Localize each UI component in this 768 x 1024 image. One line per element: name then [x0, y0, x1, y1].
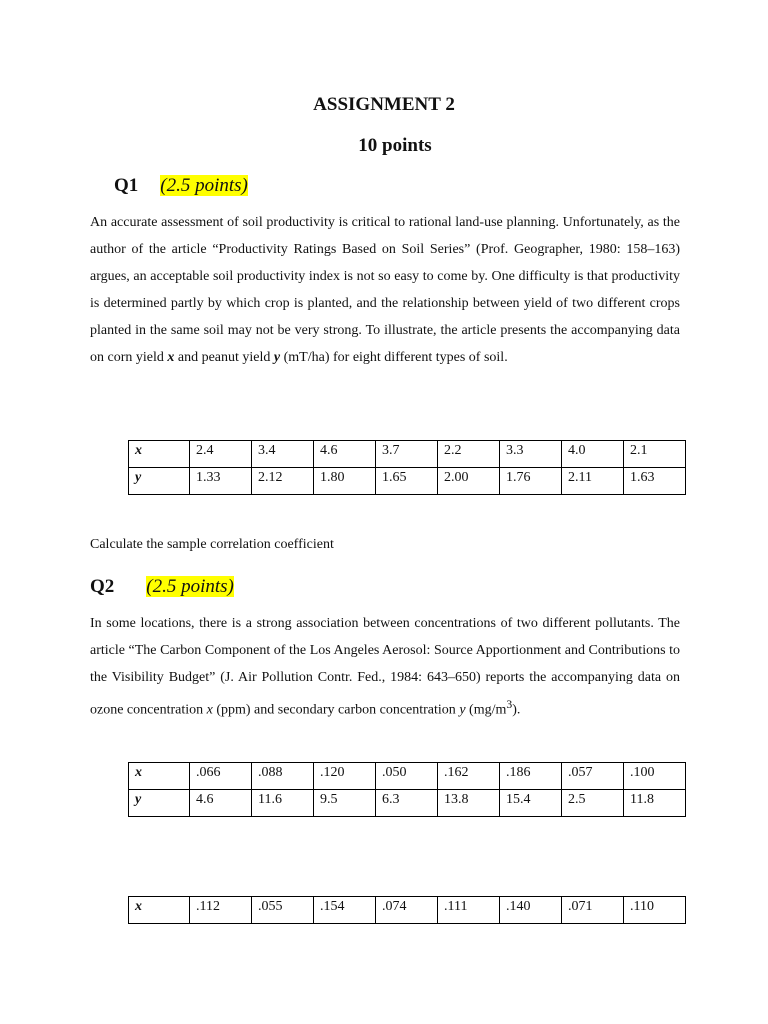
q1-instruction: Calculate the sample correlation coefficient [90, 537, 334, 552]
q2-data-table-1 [128, 762, 686, 817]
q1-text-part3: (mT/ha) for eight different types of soil. [280, 350, 508, 365]
row-label-y: y [129, 468, 190, 495]
table-row-y [129, 468, 686, 495]
table-cell: .100 [624, 763, 686, 790]
table-cell: .120 [314, 763, 376, 790]
row-label-y: y [129, 790, 190, 817]
table-cell: 2.5 [562, 790, 624, 817]
q2-text-part1: In some locations, there is a strong association between concentrations of two different pollutants. The article “The Carbon Component of the Los Angeles Aerosol: Source Apportionment and Contributions to the Visibility Budget” (J. Air Pollution Contr. Fed., 1984: 643–650) reports the accompanying data on ozone concentration [90, 616, 680, 718]
q2-label: Q2 [90, 576, 115, 597]
q2-text-part4: ). [512, 702, 521, 718]
table-cell: .074 [376, 897, 438, 924]
q1-label: Q1 [114, 175, 139, 196]
table-cell: 13.8 [438, 790, 500, 817]
q1-var-x: x [167, 350, 175, 365]
q2-heading [90, 576, 234, 598]
table-cell: .112 [190, 897, 252, 924]
assignment-points: 10 points [358, 135, 432, 156]
table-cell: 11.6 [252, 790, 314, 817]
table-cell: .110 [624, 897, 686, 924]
q1-heading [114, 175, 248, 197]
table-cell: 6.3 [376, 790, 438, 817]
table-cell: .186 [500, 763, 562, 790]
table-cell: 1.63 [624, 468, 686, 495]
table-row-x [129, 763, 686, 790]
table-cell: 2.4 [190, 441, 252, 468]
table-cell: 4.6 [314, 441, 376, 468]
table-cell: 4.0 [562, 441, 624, 468]
table-cell: .055 [252, 897, 314, 924]
table-cell: .162 [438, 763, 500, 790]
table-cell: 11.8 [624, 790, 686, 817]
q1-text-part1: An accurate assessment of soil productivity is critical to rational land-use planning. Unfortunately, as the author of the article “Productivity Ratings Based on Soil Series” (Prof. Geographer, 1980: 158–163) argues, an acceptable soil productivity index is not so easy to come by. One difficulty is that productivity is determined partly by which crop is planted, and the relationship between yield of two different crops planted in the same soil may not be very strong. To illustrate, the article presents the accompanying data on corn yield [90, 215, 680, 365]
row-label-x: x [129, 441, 190, 468]
table-cell: 3.3 [500, 441, 562, 468]
q2-data-table-2 [128, 896, 686, 924]
table-cell: 3.7 [376, 441, 438, 468]
q2-text-part3: (mg/m [465, 702, 507, 718]
table-cell: .088 [252, 763, 314, 790]
table-cell: 2.1 [624, 441, 686, 468]
table-cell: 2.00 [438, 468, 500, 495]
q2-paragraph [90, 610, 680, 724]
table-cell: 2.11 [562, 468, 624, 495]
table-cell: .071 [562, 897, 624, 924]
q2-text-part2: (ppm) and secondary carbon concentration [212, 702, 460, 718]
q2-var-x: x [206, 702, 213, 718]
table-cell: .066 [190, 763, 252, 790]
table-cell: .140 [500, 897, 562, 924]
q1-data-table [128, 440, 686, 495]
table-cell: 2.12 [252, 468, 314, 495]
table-row-x [129, 897, 686, 924]
table-cell: 4.6 [190, 790, 252, 817]
q1-points: (2.5 points) [160, 175, 248, 196]
row-label-x: x [129, 763, 190, 790]
table-row-x [129, 441, 686, 468]
table-cell: 3.4 [252, 441, 314, 468]
table-cell: .154 [314, 897, 376, 924]
table-cell: 1.65 [376, 468, 438, 495]
table-cell: .111 [438, 897, 500, 924]
q2-superscript: 3 [506, 698, 513, 711]
q1-paragraph [90, 209, 680, 371]
table-cell: 1.80 [314, 468, 376, 495]
table-cell: .050 [376, 763, 438, 790]
q2-points: (2.5 points) [146, 576, 234, 597]
q2-var-y: y [459, 702, 466, 718]
table-cell: .057 [562, 763, 624, 790]
table-cell: 9.5 [314, 790, 376, 817]
table-cell: 1.76 [500, 468, 562, 495]
table-cell: 1.33 [190, 468, 252, 495]
table-cell: 15.4 [500, 790, 562, 817]
q1-text-part2: and peanut yield [174, 350, 274, 365]
table-cell: 2.2 [438, 441, 500, 468]
q1-var-y: y [273, 350, 281, 365]
row-label-x: x [129, 897, 190, 924]
assignment-title: ASSIGNMENT 2 [313, 94, 455, 115]
table-row-y [129, 790, 686, 817]
